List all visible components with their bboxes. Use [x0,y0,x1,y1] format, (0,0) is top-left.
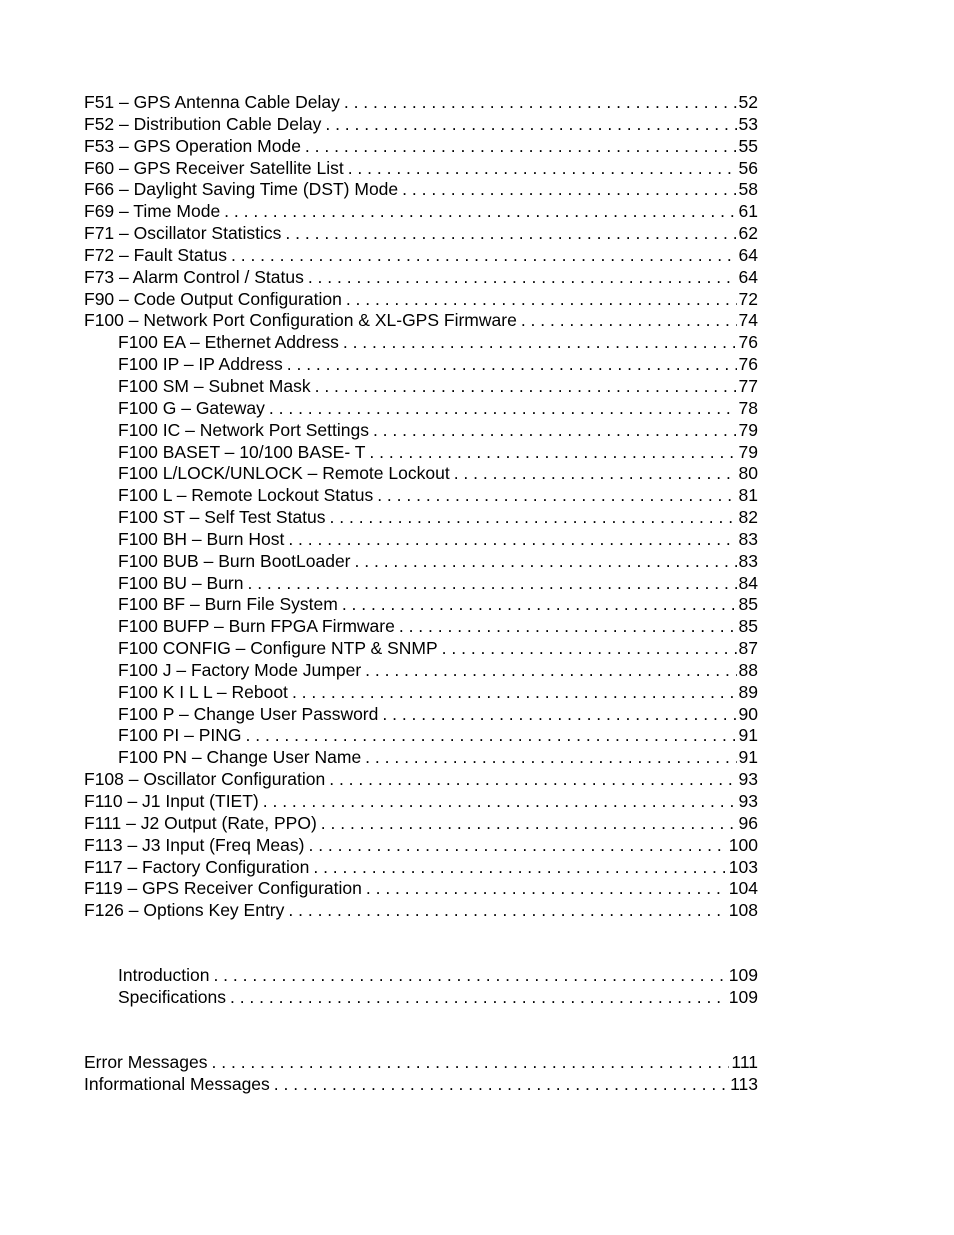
toc-entry-title: F71 – Oscillator Statistics [84,223,282,244]
toc-entry-page-number: 109 [728,986,758,1007]
toc-entry-title: F100 BU – Burn [118,572,244,593]
toc-entry-page-number: 81 [738,485,758,506]
dot-leader [230,987,727,1009]
toc-entry-page-number: 91 [738,725,758,746]
toc-entry-page-number: 96 [738,812,758,833]
dot-leader [521,310,737,332]
toc-entry-page-number: 76 [738,354,758,375]
toc-entry-title: F100 ST – Self Test Status [118,507,326,528]
section-gap [84,1009,758,1052]
toc-entry-title: F53 – GPS Operation Mode [84,135,301,156]
dot-leader [442,638,737,660]
toc-entry[interactable] [84,158,758,180]
toc-entry-page-number: 85 [738,594,758,615]
dot-leader [213,965,726,987]
toc-entry-title: F69 – Time Mode [84,201,221,222]
toc-entry-page-number: 74 [738,310,758,331]
toc-entry[interactable] [84,223,758,245]
toc-entry-page-number: 58 [738,179,758,200]
toc-entry[interactable] [84,791,758,813]
toc-entry[interactable] [84,354,758,376]
toc-entry[interactable] [84,725,758,747]
dot-leader [224,201,736,223]
dot-leader [288,529,736,551]
dot-leader [308,835,726,857]
dot-leader [246,725,737,747]
toc-entry[interactable] [84,310,758,332]
dot-leader [288,900,726,922]
dot-leader [274,1074,728,1096]
toc-entry-page-number: 93 [738,791,758,811]
toc-entry-page-number: 109 [728,965,758,986]
toc-entry[interactable] [84,616,758,638]
toc-entry[interactable] [84,267,758,289]
toc-entry[interactable] [84,682,758,704]
dot-leader [212,1052,730,1074]
toc-section [84,92,758,922]
toc-entry[interactable] [84,835,758,857]
toc-entry-page-number: 76 [738,332,758,353]
toc-entry-page-number: 104 [728,878,758,899]
toc-entry-title: Error Messages [84,1051,208,1072]
toc-entry[interactable] [84,704,758,726]
toc-entry-page-number: 88 [738,659,758,680]
dot-leader [342,594,737,616]
toc-entry-page-number: 77 [738,375,758,396]
table-of-contents [84,92,758,1095]
toc-entry-title: F60 – GPS Receiver Satellite List [84,157,344,178]
toc-entry-page-number: 83 [738,550,758,571]
toc-entry[interactable] [84,857,758,879]
toc-entry-page-number: 72 [738,288,758,309]
toc-section [84,1052,758,1096]
dot-leader [355,551,737,573]
toc-entry-title: F100 BASET – 10/100 BASE- T [118,441,366,462]
toc-entry-title: F100 P – Change User Password [118,703,379,724]
dot-leader [321,813,737,835]
toc-entry[interactable] [84,289,758,311]
toc-entry[interactable] [84,594,758,616]
toc-entry-page-number: 100 [728,834,758,855]
toc-entry-title: F111 – J2 Output (Rate, PPO) [84,812,317,833]
toc-entry-title: F100 BF – Burn File System [118,594,338,615]
toc-entry-title: F100 L/LOCK/UNLOCK – Remote Lockout [118,463,450,484]
toc-entry[interactable] [84,398,758,420]
toc-entry[interactable] [84,1074,758,1096]
toc-entry-title: F100 EA – Ethernet Address [118,332,339,353]
toc-entry-title: F100 J – Factory Mode Jumper [118,659,362,680]
toc-entry-page-number: 87 [738,638,758,659]
toc-entry[interactable] [84,878,758,900]
toc-entry-title: Informational Messages [84,1073,270,1094]
toc-entry-page-number: 61 [738,201,758,222]
toc-entry-page-number: 84 [738,572,758,593]
dot-leader [366,878,727,900]
toc-entry[interactable] [84,551,758,573]
toc-entry-title: F117 – Factory Configuration [84,856,310,877]
toc-entry-title: F72 – Fault Status [84,244,227,265]
toc-entry-page-number: 64 [738,266,758,287]
toc-entry-title: F100 PI – PING [118,725,242,746]
toc-entry-page-number: 78 [738,397,758,418]
toc-entry-title: F113 – J3 Input (Freq Meas) [84,834,305,855]
toc-entry-page-number: 93 [738,769,758,790]
toc-entry[interactable] [84,442,758,464]
toc-entry-page-number: 55 [738,135,758,156]
toc-entry-title: F100 PN – Change User Name [118,747,362,768]
toc-entry-title: F52 – Distribution Cable Delay [84,113,322,134]
toc-entry-page-number: 91 [738,747,758,768]
toc-entry-page-number: 108 [728,900,758,921]
toc-entry[interactable] [84,114,758,136]
toc-entry-title: F100 CONFIG – Configure NTP & SNMP [118,638,438,659]
toc-entry[interactable] [84,245,758,267]
toc-entry[interactable] [84,660,758,682]
toc-entry-page-number: 113 [730,1073,758,1094]
toc-entry-page-number: 79 [738,441,758,462]
toc-entry[interactable] [84,987,758,1009]
dot-leader [329,769,736,791]
toc-entry-title: F100 IC – Network Port Settings [118,419,369,440]
toc-entry[interactable] [84,769,758,791]
dot-leader [377,485,736,507]
toc-entry[interactable] [84,747,758,769]
toc-entry-page-number: 56 [738,157,758,178]
dot-leader [348,158,737,180]
toc-entry-page-number: 82 [738,507,758,528]
dot-leader [399,616,737,638]
toc-entry[interactable] [84,573,758,595]
toc-entry-title: F100 BH – Burn Host [118,528,285,549]
toc-entry-title: F100 BUB – Burn BootLoader [118,550,351,571]
dot-leader [305,136,737,158]
toc-entry[interactable] [84,179,758,201]
toc-entry-title: F100 BUFP – Burn FPGA Firmware [118,616,395,637]
toc-entry-title: F100 G – Gateway [118,397,265,418]
toc-entry[interactable] [84,92,758,114]
toc-entry[interactable] [84,332,758,354]
dot-leader [373,420,737,442]
dot-leader [365,660,736,682]
toc-entry-title: F100 L – Remote Lockout Status [118,485,374,506]
toc-entry[interactable] [84,136,758,158]
dot-leader [454,463,737,485]
toc-entry-page-number: 79 [738,419,758,440]
toc-entry-page-number: 62 [738,223,758,244]
dot-leader [313,857,726,879]
dot-leader [263,791,737,813]
toc-entry-page-number: 111 [731,1051,758,1072]
toc-entry-title: F126 – Options Key Entry [84,900,285,921]
toc-entry-page-number: 83 [738,528,758,549]
dot-leader [330,507,737,529]
toc-entry[interactable] [84,420,758,442]
toc-entry[interactable] [84,485,758,507]
toc-entry-page-number: 90 [738,703,758,724]
toc-entry-page-number: 103 [728,856,758,877]
toc-entry-title: F110 – J1 Input (TIET) [84,791,259,811]
dot-leader [346,289,737,311]
dot-leader [315,376,737,398]
dot-leader [343,332,737,354]
toc-entry-page-number: 80 [738,463,758,484]
toc-entry-title: F100 K I L L – Reboot [118,681,288,702]
toc-entry-title: F108 – Oscillator Configuration [84,769,326,790]
toc-entry-title: Specifications [118,986,226,1007]
toc-section [84,965,758,1009]
toc-entry[interactable] [84,376,758,398]
toc-entry[interactable] [84,813,758,835]
toc-entry-page-number: 64 [738,244,758,265]
dot-leader [269,398,737,420]
dot-leader [292,682,737,704]
toc-entry-title: F100 SM – Subnet Mask [118,375,311,396]
dot-leader [369,442,736,464]
toc-entry-title: F90 – Code Output Configuration [84,288,342,309]
toc-entry-title: F51 – GPS Antenna Cable Delay [84,92,340,112]
dot-leader [231,245,737,267]
toc-entry-title: F100 IP – IP Address [118,354,283,375]
toc-entry-title: Introduction [118,965,210,986]
toc-entry-page-number: 89 [738,681,758,702]
toc-entry-page-number: 52 [738,92,758,112]
toc-entry[interactable] [84,507,758,529]
dot-leader [285,223,736,245]
toc-entry[interactable] [84,965,758,987]
toc-entry-title: F66 – Daylight Saving Time (DST) Mode [84,179,399,200]
toc-entry[interactable] [84,201,758,223]
dot-leader [344,92,737,114]
dot-leader [365,747,736,769]
dot-leader [247,573,736,595]
dot-leader [287,354,737,376]
toc-entry[interactable] [84,529,758,551]
toc-entry-page-number: 85 [738,616,758,637]
toc-entry[interactable] [84,638,758,660]
dot-leader [308,267,737,289]
toc-entry-page-number: 53 [738,113,758,134]
section-gap [84,922,758,965]
dot-leader [325,114,736,136]
toc-entry-title: F73 – Alarm Control / Status [84,266,304,287]
dot-leader [382,704,736,726]
toc-entry-title: F100 – Network Port Configuration & XL-GPS Firmware [84,310,517,331]
toc-entry[interactable] [84,463,758,485]
toc-entry-title: F119 – GPS Receiver Configuration [84,878,362,899]
dot-leader [402,179,736,201]
toc-entry[interactable] [84,900,758,922]
toc-entry[interactable] [84,1052,758,1074]
